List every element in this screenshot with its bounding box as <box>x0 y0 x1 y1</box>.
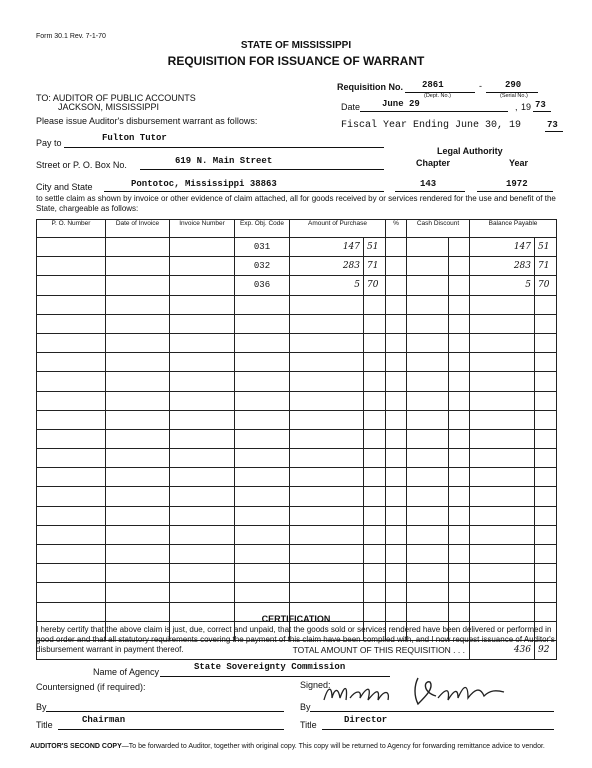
row-balance-cents: 70 <box>535 276 557 295</box>
signed-label: Signed: <box>300 680 331 690</box>
city-label: City and State <box>36 182 93 192</box>
date-label: Date <box>341 102 361 112</box>
row-balance-cents: 51 <box>535 238 557 257</box>
table-row <box>37 506 557 525</box>
row-code: 036 <box>235 276 290 295</box>
col-amount-of-purchase: Amount of Purchase <box>290 220 386 238</box>
pay-to-value: Fulton Tutor <box>102 133 167 143</box>
title-label-left: Title <box>36 720 53 730</box>
date-value: June 29 <box>382 99 420 109</box>
table-row <box>37 353 557 372</box>
row-code: 031 <box>235 238 290 257</box>
state-heading: STATE OF MISSISSIPPI <box>240 40 352 51</box>
table-row <box>37 545 557 564</box>
pay-to-label: Pay to <box>36 138 62 148</box>
to-line-2: JACKSON, MISSISSIPPI <box>58 102 160 112</box>
to-line-1: TO: AUDITOR OF PUBLIC ACCOUNTS <box>36 93 196 103</box>
row-amount: 147 <box>290 238 364 257</box>
city-value: Pontotoc, Mississippi 38863 <box>131 179 277 189</box>
total-amount: 436 <box>470 640 535 659</box>
table-row <box>37 295 557 314</box>
year-label: Year <box>509 158 529 168</box>
table-header-row <box>37 220 557 238</box>
legal-authority-label: Legal Authority <box>437 146 503 156</box>
certification-text: I hereby certify that the above claim is just, due, correct and unpaid, that the goods sold or services rendered have been delivered or performed in good order and that all statutory requirements covering the payment of this claim have been complied with, and I now request issuance of Auditor's disbursement warrant in payment thereof. <box>36 625 555 654</box>
title-label-right: Title <box>300 720 317 730</box>
fiscal-year: 73 <box>547 120 558 130</box>
row-balance: 283 <box>470 257 535 276</box>
table-row <box>37 583 557 602</box>
form-id: Form 30.1 Rev. 7-1-70 <box>36 33 106 40</box>
col-exp-obj-code: Exp. Obj. Code <box>235 220 290 238</box>
signature <box>318 672 518 712</box>
row-balance: 5 <box>470 276 535 295</box>
footer-text: —To be forwarded to Auditor, together with original copy. This copy will be returned to Agency for forwarding remittance advice to vendor. <box>121 743 545 750</box>
row-amount-cents: 51 <box>364 238 386 257</box>
col-balance-payable: Balance Payable <box>470 220 557 238</box>
table-row <box>37 257 557 276</box>
row-balance: 147 <box>470 238 535 257</box>
row-amount: 283 <box>290 257 364 276</box>
table-row <box>37 314 557 333</box>
by-label-right: By <box>300 702 311 712</box>
fiscal-year-label: Fiscal Year Ending June 30, 19 <box>341 120 522 131</box>
title-value-right: Director <box>344 715 388 725</box>
table-row <box>37 564 557 583</box>
table-row <box>37 449 557 468</box>
by-label-left: By <box>36 702 47 712</box>
settle-claim-text: to settle claim as shown by invoice or other evidence of claim attached, all for goods received by or services rendered for the use and benefit of the State, chargeable as follows: <box>36 194 556 213</box>
authority-year-value: 1972 <box>506 179 528 189</box>
table-row <box>37 525 557 544</box>
agency-value: State Sovereignty Commission <box>194 662 346 672</box>
certification-heading: CERTIFICATION <box>261 614 331 624</box>
signature-text <box>1 1 8 2</box>
table-row <box>37 487 557 506</box>
footer-note <box>30 742 560 751</box>
table-row <box>37 468 557 487</box>
table-row <box>37 391 557 410</box>
table-row <box>37 276 557 295</box>
table-row <box>37 372 557 391</box>
disbursement-table <box>36 219 557 660</box>
row-code: 032 <box>235 257 290 276</box>
col-po-number: P. O. Number <box>37 220 106 238</box>
table-row <box>37 238 557 257</box>
row-amount: 5 <box>290 276 364 295</box>
col-cash-discount: Cash Discount <box>407 220 470 238</box>
col-invoice-number: Invoice Number <box>170 220 235 238</box>
form-title: REQUISITION FOR ISSUANCE OF WARRANT <box>167 54 425 68</box>
requisition-label: Requisition No. <box>337 82 403 92</box>
street-label: Street or P. O. Box No. <box>36 160 127 170</box>
dept-no: 2861 <box>422 80 444 90</box>
serial-no: 290 <box>505 80 522 90</box>
row-balance-cents: 71 <box>535 257 557 276</box>
date-year: 73 <box>535 100 546 110</box>
col-date-of-invoice: Date of Invoice <box>106 220 170 238</box>
footer-copy-label: AUDITOR'S SECOND COPY <box>30 743 122 750</box>
table-row <box>37 429 557 448</box>
total-label: TOTAL AMOUNT OF THIS REQUISITION . . . <box>37 640 470 659</box>
instruction-text: Please issue Auditor's disbursement warrant as follows: <box>36 116 258 126</box>
table-row <box>37 333 557 352</box>
date-year-prefix: 19 <box>521 102 532 112</box>
total-cents: 92 <box>535 640 557 659</box>
row-amount-cents: 71 <box>364 257 386 276</box>
street-value: 619 N. Main Street <box>175 156 273 166</box>
row-amount-cents: 70 <box>364 276 386 295</box>
table-row <box>37 410 557 429</box>
col-percent: % <box>386 220 407 238</box>
dept-no-caption: (Dept. No.) <box>424 93 451 99</box>
serial-no-caption: (Serial No.) <box>500 93 528 99</box>
chapter-label: Chapter <box>416 158 451 168</box>
chapter-value: 143 <box>420 179 437 189</box>
title-value-left: Chairman <box>82 715 126 725</box>
agency-label: Name of Agency <box>93 667 160 677</box>
countersigned-label: Countersigned (if required): <box>36 682 146 692</box>
